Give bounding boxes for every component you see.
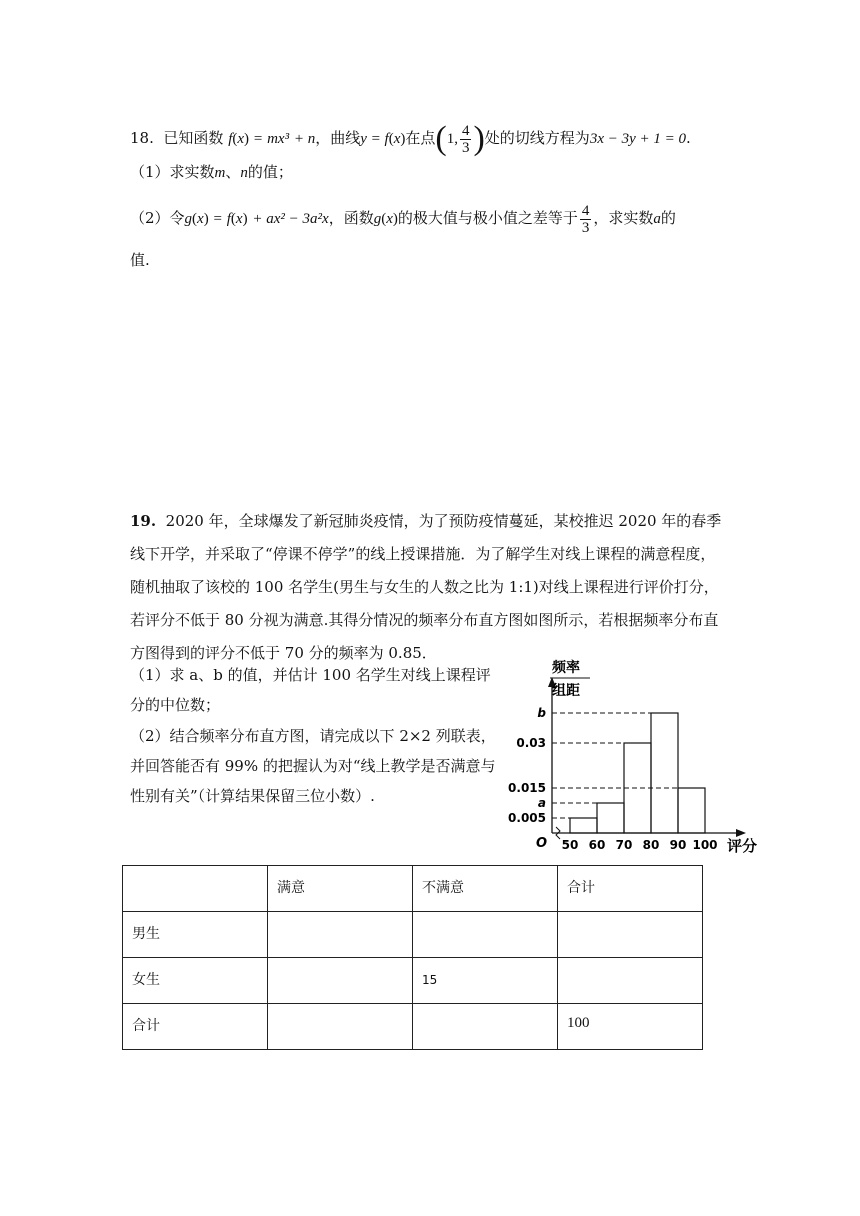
table-row (123, 958, 703, 1004)
histogram-bar (570, 818, 597, 833)
part1-label: （1）求实数 (130, 163, 215, 181)
q18-intro: 已知函数 (163, 129, 224, 147)
var-m: m (214, 165, 226, 181)
frequency-histogram (490, 655, 770, 865)
sep: 、 (225, 163, 241, 181)
x-tick-label: 100 (692, 838, 718, 852)
part2-mid: ，函数 (328, 209, 374, 227)
var-x: x (237, 131, 245, 147)
y-label-denominator: 组距 (552, 683, 580, 699)
curve-eq: y = f (360, 131, 389, 147)
y-tick-label: 0.015 (508, 781, 546, 795)
table-row-label: 女生 (123, 958, 268, 1004)
table-header-row (123, 866, 703, 912)
table-cell[interactable]: 15 (413, 958, 558, 1004)
y-tick-label: b (537, 706, 546, 720)
table-header-cell: 不满意 (413, 866, 558, 912)
table-cell[interactable] (558, 958, 703, 1004)
fn-f-2: f (226, 211, 231, 227)
fn-f: f (228, 131, 233, 147)
table-cell[interactable] (268, 912, 413, 958)
q19-paragraph (130, 505, 730, 670)
q19-part1: （1）求 a、b 的值，并估计 100 名学生对线上课程评分的中位数； (130, 666, 491, 714)
term-n: + n (293, 131, 316, 147)
table-row-label: 男生 (123, 912, 268, 958)
var-x-3: x (197, 211, 204, 227)
fn-g: g (184, 211, 193, 227)
table-row-label: 合计 (123, 1004, 268, 1050)
q18-last-line: 值. (130, 251, 150, 269)
table-header-cell: 合计 (558, 866, 703, 912)
g-expr-tail: + ax² − 3a²x (252, 211, 329, 227)
x-tick-label: 60 (588, 838, 606, 852)
text-curve: ，曲线 (315, 129, 361, 147)
dot: . (686, 129, 691, 147)
table-header-cell: 满意 (268, 866, 413, 912)
table-cell[interactable] (558, 912, 703, 958)
y-tick-label: a (537, 796, 546, 810)
x-tick-label: 50 (561, 838, 579, 852)
tangent-equation: 3x − 3y + 1 = 0 (589, 131, 686, 147)
var-n: n (240, 165, 248, 181)
table-row (123, 1004, 703, 1050)
x-tick-label: 90 (669, 838, 687, 852)
x-axis-arrow (736, 829, 746, 837)
y-tick-label: 0.03 (516, 736, 546, 750)
point-x: 1, (446, 131, 458, 147)
part2-label: （2）令 (130, 209, 185, 227)
x-tick-label: 80 (642, 838, 660, 852)
x-axis-label: 评分 (727, 837, 758, 855)
part2-end: ，求实数 (593, 209, 654, 227)
var-x-5: x (386, 211, 393, 227)
table-cell[interactable] (268, 1004, 413, 1050)
var-x-4: x (235, 211, 243, 227)
x-tick-label: 70 (615, 838, 633, 852)
part2-mid2: 的极大值与极小值之差等于 (397, 209, 578, 227)
origin-label: O (536, 836, 548, 851)
part2-end2: 的 (660, 209, 676, 227)
histogram-bar (651, 713, 678, 833)
q18-part1 (130, 162, 293, 183)
q18-number: 18. (130, 129, 154, 147)
fn-g-2: g (373, 211, 382, 227)
part1-end: 的值； (247, 163, 293, 181)
text-tangent: 处的切线方程为 (484, 129, 590, 147)
var-a: a (653, 211, 661, 227)
histogram-bar (678, 788, 705, 833)
y-label-numerator: 频率 (552, 660, 580, 676)
q18-part2: （2）令g(x) = f(x) + ax² − 3a²x，函数g(x)的极大值与极小值之差等于 $\frac{4}{3}$ ，求实数a的 (130, 202, 676, 236)
histogram-bar (597, 803, 624, 833)
contingency-table (122, 865, 703, 1050)
q19-part2: （2）结合频率分布直方图，请完成以下 2×2 列联表，并回答能否有 99% 的把握认为对“线上教学是否满意与性别有关”（计算结果保留三位小数）. (130, 727, 496, 805)
q18-stem: 18. 已知函数 f(x) = mx³ + n，曲线y = f(x)在点(1, $\frac{4}{3}$ )处的切线方程为3x − 3y + 1 = 0. (130, 120, 691, 157)
term-mx3: mx³ (267, 131, 290, 147)
table-cell[interactable] (413, 1004, 558, 1050)
point-y-fraction: $\frac{4}{3}$ (461, 122, 470, 156)
eq-sign: = (253, 131, 263, 147)
q19-number: 19. (130, 512, 157, 530)
table-row (123, 912, 703, 958)
table-cell[interactable] (413, 912, 558, 958)
table-header-cell (123, 866, 268, 912)
var-x-2: x (393, 131, 401, 147)
table-cell[interactable] (268, 958, 413, 1004)
text-at-point: 在点 (405, 129, 436, 147)
q19-text: 2020 年，全球爆发了新冠肺炎疫情，为了预防疫情蔓延，某校推迟 2020 年的春季线下开学，并采取了“停课不停学”的线上授课措施．为了解学生对线上课程的满意程度，随机抽取了该校的 100 名学生(男生与女生的人数之比为 1:1)对线上课程进行评价打分，若评分不低于 80 分视为满意.其得分情况的频率分布直方图如图所示，若根据频率分布直方图得到的评分不低于 70 分的频率为 0.85． (130, 512, 722, 662)
diff-fraction: $\frac{4}{3}$ (581, 202, 590, 236)
table-cell[interactable]: 100 (558, 1004, 703, 1050)
y-tick-label: 0.005 (508, 811, 546, 825)
